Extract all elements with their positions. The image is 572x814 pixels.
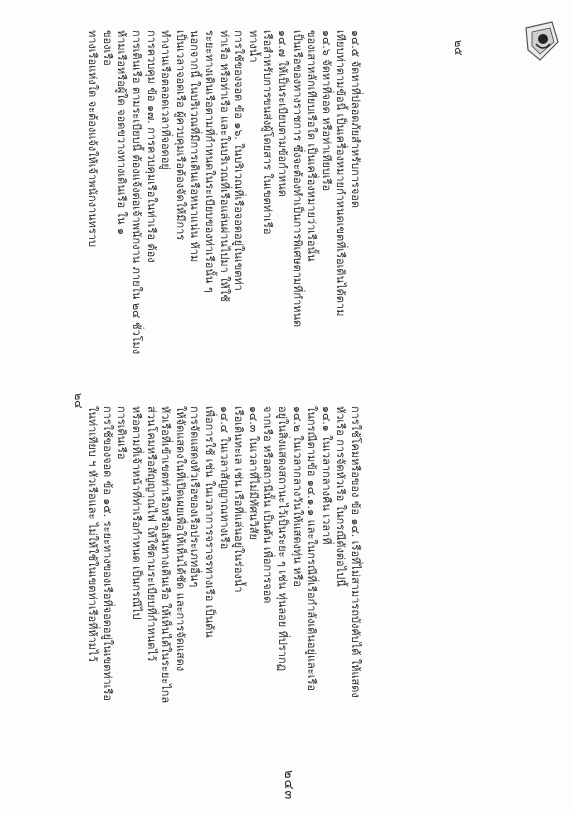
text-line: ๑๔.๗ ให้เป็นระเบียบตามข้อกำหนด xyxy=(276,30,290,197)
text-line: ทำงานเรือตลอดเวลาที่จอดอยู่ xyxy=(159,30,173,170)
text-line: เป็นเวลาจอดเรือ ผู้ควบคุมเรือต้องจัดให้มีการ xyxy=(173,30,187,241)
text-line: อยู่ในสิ่งแสดงสถานะไว้เป็นระยะ ๆ เช่น ทุ่นลอย ที่ปรากฏ xyxy=(276,406,290,672)
text-line: เป็นเรือของทางราชการ ซึ่งจะต้องทำเป็นการพิเศษตามที่กำหนด xyxy=(290,30,304,328)
page-number-left: ๒๔ xyxy=(72,393,85,409)
text-line: การเดินเรือ ตามระเบียบนี้ ต้องแจ้งต่อเจ้าพนักงาน ภายใน ๒๔ ชั่วโมง xyxy=(130,30,144,355)
text-line: ๑๔.๔ ในเวลาสัญญาณทางเรือ xyxy=(217,406,231,550)
text-line: การใช้โคมหรือของ ข้อ ๑๔. เรือที่ไม่สามารถบังคับได้ ให้แสดง xyxy=(349,406,362,698)
text-line: จากเรือ หรือสถานีนั้น เป็นต้น เพื่อการจอด xyxy=(261,406,275,604)
page-number-bottom: ๒๔๓ xyxy=(281,770,296,801)
text-line: เพื่อการใช้ เช่น ในเวลาการจราจรทางเรือ เป็นต้น xyxy=(203,406,217,638)
text-line: ๑๔.๖ จัดหาที่จอด หรือท่าเทียบเรือ xyxy=(319,30,333,192)
page-number-right: ๒๕ xyxy=(452,40,465,56)
text-line: การเดินเรือ xyxy=(115,406,129,460)
text-line: ในท่าเทียบ ฯ หัวเรือและ ไม่ให้ใช้ในเขตท่าเรือที่ห้ามไว้ xyxy=(86,406,100,662)
garuda-emblem-icon xyxy=(522,20,562,64)
text-line: ของเรือ xyxy=(100,30,114,66)
text-line: หัวเรือที่เข้าเขตท่าเรือหรือเส้นทางเดินเรือ ให้เห็นได้ในระยะไกล xyxy=(159,406,173,704)
text-line: ห้ามเรือหรือผู้ใด จอดขวางทางเดินเรือ ใน ๑ xyxy=(115,30,129,235)
text-line: ของเสาหลักเทียบเรือใด เป็นเครื่องหมายว่าเรือนั้น xyxy=(305,30,319,262)
text-line: หัวเรือ การจัดหัวเรือ ในกรณีดังต่อไปนี้ xyxy=(334,406,348,587)
text-line: การจัดแสดงหัวเรือของเรือประเภทอื่นๆ xyxy=(188,406,202,588)
text-line: นอกจากนี้ ในบริเวณที่มีการเดินเรือหนาแน่น ห้าม xyxy=(188,30,202,263)
text-line: การใช้ของจอด ข้อ ๑๕. ระยะทางของเรือที่จอดอยู่ในเขตท่าเรือ xyxy=(100,406,114,701)
text-line: ๑๔.๒ ในเวลากลางวันให้แสดงทุ่น หรือ xyxy=(290,406,304,587)
text-line: ๑๔.๕ จัดหาที่ปลอดภัยสำหรับการจอด xyxy=(349,30,362,209)
text-line: ท่าเรือ หรือท่าเรือ และในบริเวณที่เรือแล่นผ่านไปมา ให้ใช้ xyxy=(217,30,231,302)
text-line: การใช้ของจอด ข้อ ๑๖. ในบริเวณที่เรือจอดอยู่ในเขตท่า xyxy=(232,30,246,291)
text-line: ๑๔.๑ ในเวลากลางคืน เวลาที่ xyxy=(319,406,333,545)
text-line: ระยะทางเดินเรือตามที่กำหนดในระเบียบของท่าเรือนั้น ๆ xyxy=(203,30,217,293)
text-column-left xyxy=(85,406,362,786)
text-line: ทางเรือแห่งใด จะต้องแจ้งให้เจ้าพนักงานทราบ xyxy=(86,30,100,247)
text-line: เรือสำหรับการขนส่งผู้โดยสาร ในเขตท่าเรือ xyxy=(261,30,275,235)
text-line: ทางน้ำ xyxy=(246,30,260,63)
text-column-right xyxy=(85,30,362,400)
text-line: ในกรณีตามข้อ ๑๔.๑.๑ และในกรณีที่เรือกำลังเดินอยู่และเรือ xyxy=(305,406,319,691)
text-line: ให้จัดแสดงในที่เปิดเผยเพื่อให้เห็นได้ชัด และการจัดแสดง xyxy=(173,406,187,672)
text-line: การควบคุม ข้อ ๑๗. การควบคุมเรือในท่าเรือ ต้อง xyxy=(144,30,158,263)
text-line: เรือเดินทะเล เช่น เรือที่แล่นอยู่ในร่องน้ำ xyxy=(232,406,246,593)
text-line: ๑๔.๓ ในเวลาที่ไม่มีทัศนวิสัย xyxy=(246,406,260,540)
text-line: ส่วนโคมหรือสัญญาณไฟ ให้ใช้ตามระเบียบที่กำหนดไว้ xyxy=(144,406,158,662)
text-line: เทียบท่าตามข้อนี้ เป็นเครื่องหมายกำหนดเขตที่เรือเดินได้ตาม xyxy=(334,30,348,317)
text-line: หรือตามที่เจ้าหน้าที่ท่าเรือกำหนด เป็นกรณีไป xyxy=(130,406,144,620)
